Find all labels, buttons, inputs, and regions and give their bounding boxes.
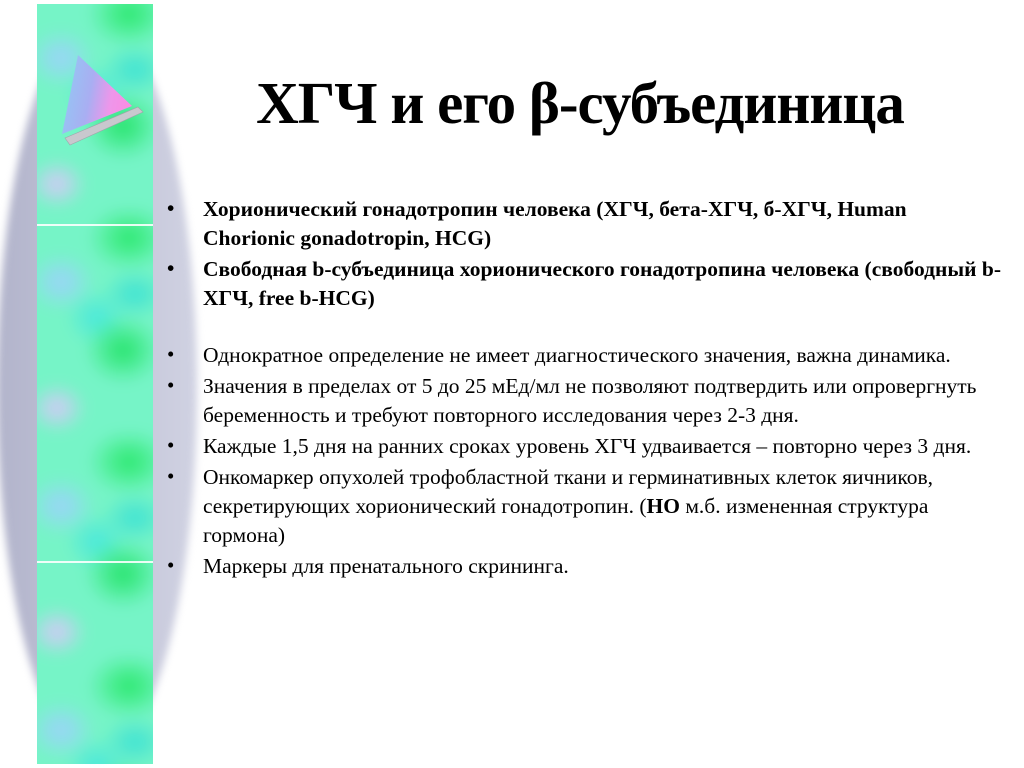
bullet-text-part: Онкомаркер опухолей трофобластной ткани и герминативных клеток яичников, секретирующих хорионический гонадотропин. ( — [203, 465, 934, 518]
bullet-dot-icon: • — [167, 464, 175, 488]
bullet-dot-icon: • — [167, 342, 175, 366]
bullet-text: Однократное определение не имеет диагностического значения, важна динамика. — [203, 343, 951, 367]
ribbon-divider-line — [37, 224, 153, 226]
bullet-item — [166, 341, 1002, 370]
bullet-dot-icon: • — [167, 196, 175, 220]
bullet-text — [203, 465, 933, 547]
ribbon-divider-line — [37, 561, 153, 563]
triangle-decor-icon — [54, 46, 148, 148]
bullet-item — [166, 255, 1002, 313]
slide-title: ХГЧ и его β-субъединица — [256, 70, 904, 136]
bullet-dot-icon: • — [167, 433, 175, 457]
bullet-text: Каждые 1,5 дня на ранних сроках уровень ХГЧ удваивается – повторно через 3 дня. — [203, 434, 972, 458]
bullet-dot-icon: • — [167, 553, 175, 577]
bullet-text: Маркеры для пренатального скрининга. — [203, 554, 569, 578]
bullet-text: Значения в пределах от 5 до 25 мЕд/мл не позволяют подтвердить или опровергнуть беременность и требуют повторного исследования через 2-3 дня. — [203, 374, 977, 427]
bullet-item — [166, 552, 1002, 581]
bullet-list — [166, 195, 1002, 583]
bullet-text: Свободная b-субъединица хорионического гонадотропина человека (свободный b-ХГЧ, free b-HCG) — [203, 257, 1001, 310]
bullet-dot-icon: • — [167, 373, 175, 397]
bullet-text-emphasis: НО — [646, 494, 680, 518]
bullet-item — [166, 432, 1002, 461]
bullet-item — [166, 463, 1002, 550]
bullet-item — [166, 195, 1002, 253]
bullet-text: Хорионический гонадотропин человека (ХГЧ, бета-ХГЧ, б-ХГЧ, Human Chorionic gonadotropin, HCG) — [203, 197, 907, 250]
bullet-text-part: м.б. измененная структура гормона) — [203, 494, 929, 547]
bullet-dot-icon: • — [167, 256, 175, 280]
bullet-item — [166, 372, 1002, 430]
